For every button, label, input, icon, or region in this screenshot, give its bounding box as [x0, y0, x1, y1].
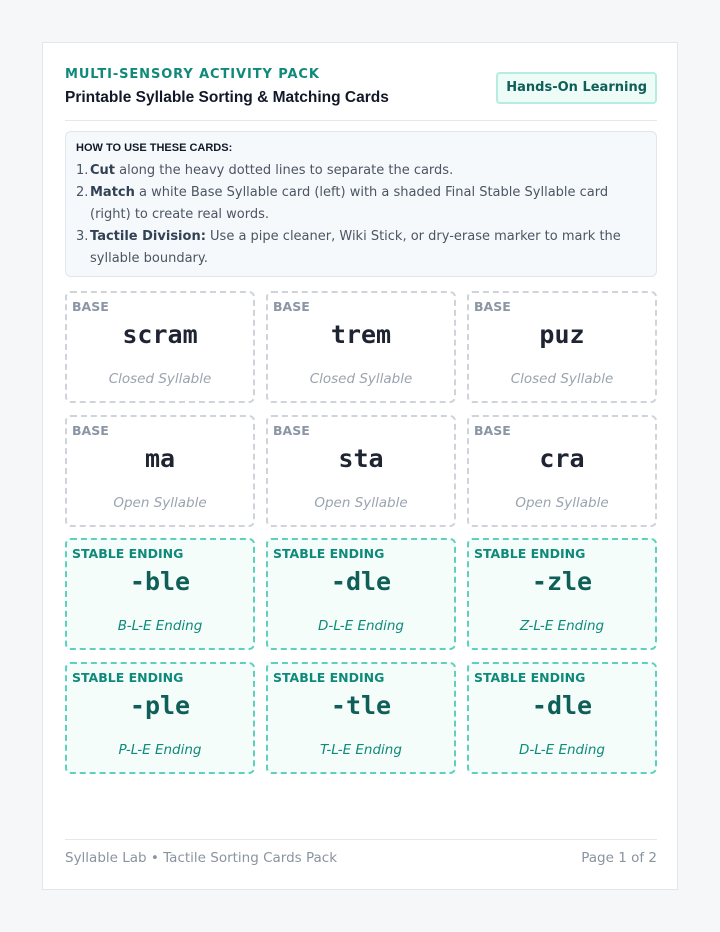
- ending-card[interactable]: [65, 538, 255, 650]
- instructions-title: HOW TO USE THESE CARDS:: [76, 142, 233, 154]
- step-text: a white Base Syllable card (left) with a shaded Final Stable Syllable card (right) to create real words.: [90, 185, 609, 222]
- card-word: -ble: [129, 567, 191, 596]
- card-tag: BASE: [474, 299, 511, 314]
- card-word: puz: [539, 320, 585, 349]
- syllable-card[interactable]: [65, 415, 255, 527]
- syllable-card[interactable]: [467, 415, 657, 527]
- page-footer: [65, 839, 657, 869]
- syllable-card[interactable]: [467, 291, 657, 403]
- card-tag: BASE: [273, 423, 310, 438]
- step-keyword: Tactile Division:: [90, 229, 206, 244]
- ending-card[interactable]: [467, 538, 657, 650]
- card-subtitle: Closed Syllable: [108, 371, 212, 387]
- card-subtitle: Z-L-E Ending: [519, 618, 605, 634]
- ending-card[interactable]: [467, 662, 657, 774]
- ending-card[interactable]: [65, 662, 255, 774]
- instructions-box: [65, 131, 657, 277]
- ending-card[interactable]: [266, 662, 456, 774]
- card-tag: STABLE ENDING: [474, 546, 586, 561]
- card-subtitle: B-L-E Ending: [117, 618, 203, 634]
- ending-card[interactable]: [266, 538, 456, 650]
- hands-on-badge: Hands-On Learning: [496, 72, 657, 104]
- instruction-step: [76, 226, 646, 270]
- step-number: 3.: [76, 229, 89, 244]
- card-subtitle: D-L-E Ending: [318, 618, 404, 634]
- footer-pack-name: Syllable Lab • Tactile Sorting Cards Pack: [65, 850, 338, 866]
- syllable-card[interactable]: [65, 291, 255, 403]
- instruction-step: [76, 160, 646, 182]
- card-word: -zle: [531, 567, 593, 596]
- step-number: 1.: [76, 163, 89, 178]
- card-word: scram: [122, 320, 198, 349]
- card-subtitle: Open Syllable: [113, 495, 207, 511]
- instructions-list: [76, 160, 646, 270]
- card-tag: STABLE ENDING: [72, 670, 184, 685]
- card-word: -tle: [330, 691, 392, 720]
- card-word: -ple: [129, 691, 191, 720]
- card-word: cra: [539, 444, 585, 473]
- card-word: -dle: [330, 567, 392, 596]
- step-text: along the heavy dotted lines to separate the cards.: [115, 163, 454, 178]
- page-title: Printable Syllable Sorting & Matching Cards: [65, 89, 389, 106]
- card-tag: STABLE ENDING: [273, 546, 385, 561]
- card-tag: STABLE ENDING: [273, 670, 385, 685]
- step-text: Use a pipe cleaner, Wiki Stick, or dry-erase marker to mark the syllable boundary.: [90, 229, 621, 266]
- card-tag: BASE: [273, 299, 310, 314]
- card-tag: BASE: [72, 423, 109, 438]
- step-keyword: Match: [90, 185, 135, 200]
- page-header: [65, 67, 657, 121]
- card-tag: STABLE ENDING: [72, 546, 184, 561]
- page-number: Page 1 of 2: [581, 850, 657, 866]
- card-tag: STABLE ENDING: [474, 670, 586, 685]
- instruction-step: [76, 182, 646, 226]
- card-word: sta: [338, 444, 384, 473]
- step-keyword: Cut: [90, 163, 116, 178]
- card-tag: BASE: [72, 299, 109, 314]
- card-subtitle: T-L-E Ending: [320, 742, 402, 758]
- card-tag: BASE: [474, 423, 511, 438]
- pack-eyebrow: MULTI-SENSORY ACTIVITY PACK: [65, 67, 320, 82]
- card-subtitle: Closed Syllable: [309, 371, 413, 387]
- worksheet-page: [42, 42, 678, 890]
- card-subtitle: Open Syllable: [314, 495, 408, 511]
- card-subtitle: Closed Syllable: [510, 371, 614, 387]
- card-subtitle: P-L-E Ending: [118, 742, 202, 758]
- card-word: -dle: [531, 691, 593, 720]
- step-number: 2.: [76, 185, 89, 200]
- card-subtitle: Open Syllable: [515, 495, 609, 511]
- card-subtitle: D-L-E Ending: [519, 742, 605, 758]
- syllable-card[interactable]: [266, 291, 456, 403]
- card-word: trem: [330, 320, 392, 349]
- syllable-card[interactable]: [266, 415, 456, 527]
- card-word: ma: [144, 444, 176, 473]
